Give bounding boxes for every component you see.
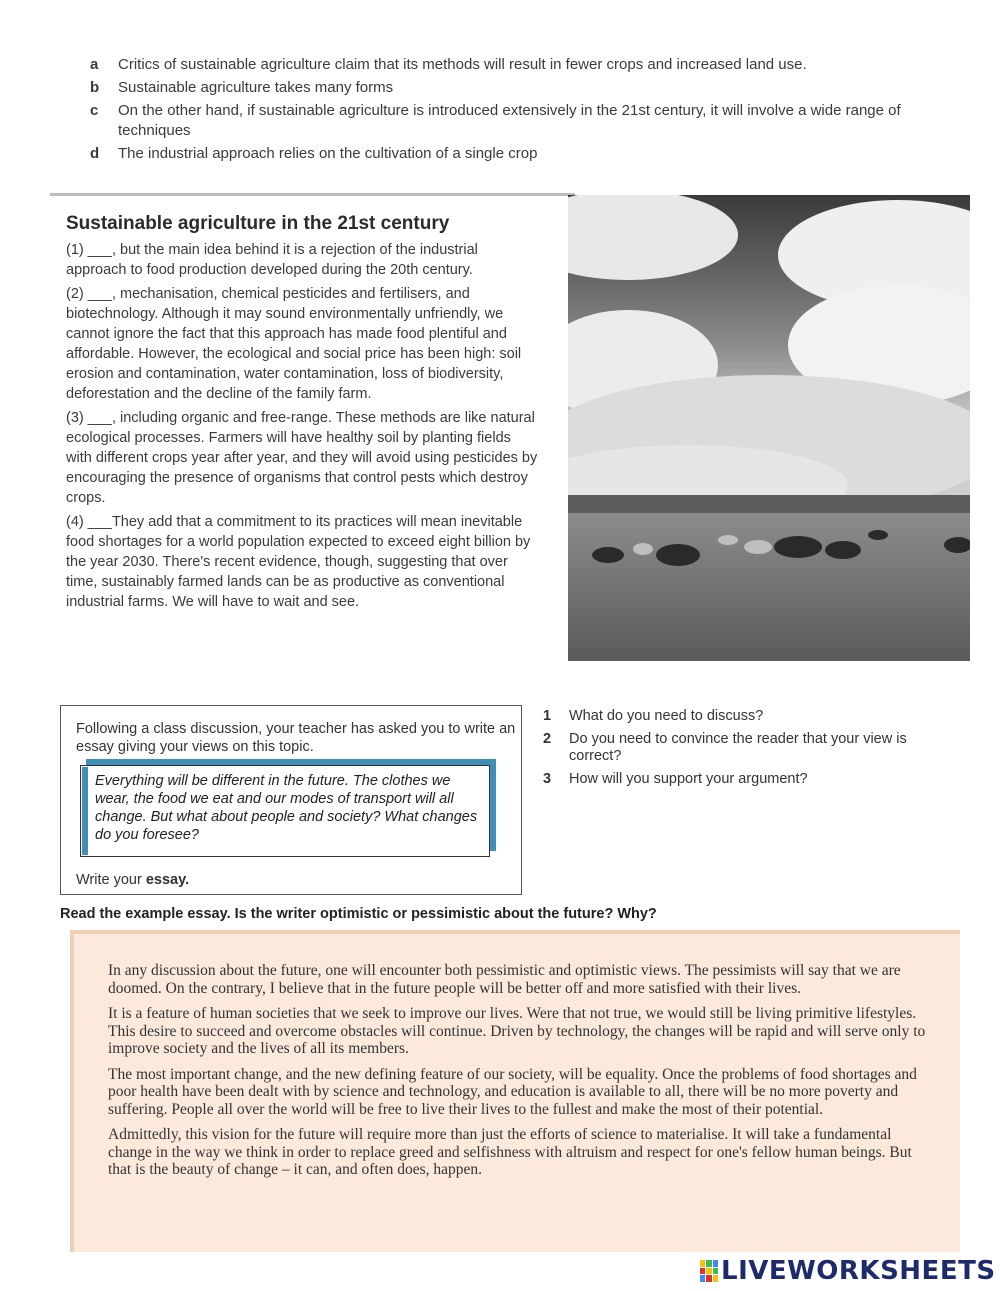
answer-options	[90, 55, 970, 167]
option-text: The industrial approach relies on the cultivation of a single crop	[118, 145, 538, 162]
question-text: What do you need to discuss?	[569, 708, 764, 724]
essay-border-top	[70, 930, 960, 934]
essay-paragraph-3: The most important change, and the new defining feature of our society, will be equality. Once the problems of food shortages and poor health have been dealt with by science and technology, and education is available to all, there will be no more poverty and suffering. People all over the world will be free to live their lives to the fullest and make the most of their potential.	[108, 1065, 917, 1118]
logo-icon	[700, 1260, 718, 1282]
logo-text: LIVEWORKSHEETS	[721, 1256, 996, 1286]
quote-text: Everything will be different in the future. The clothes we wear, the food we eat and our modes of transport will all change. But what about people and society? What changes do you foresee?	[95, 773, 478, 843]
question-text: Do you need to convince the reader that your view is correct?	[569, 731, 907, 764]
option-text: Critics of sustainable agriculture claim that its methods will result in fewer crops and increased land use.	[118, 56, 807, 73]
read-prompt: Read the example essay. Is the writer optimistic or pessimistic about the future? Why?	[60, 906, 657, 922]
question-3	[543, 771, 953, 788]
option-key: b	[90, 79, 100, 96]
option-key: c	[90, 102, 99, 119]
question-text: How will you support your argument?	[569, 771, 808, 787]
write-bold: essay.	[145, 872, 190, 888]
article	[66, 214, 538, 616]
option-key: d	[90, 145, 100, 162]
option-c	[90, 101, 970, 141]
essay-paragraph-1: In any discussion about the future, one will encounter both pessimistic and optimistic views. The pessimists will say that we are doomed. On the contrary, I believe that in the future people will be better off and more satisfied with their lives.	[108, 962, 901, 997]
option-key: a	[90, 56, 99, 73]
article-paragraph-3: (3) ___, including organic and free-range. These methods are like natural ecological processes. Farmers will have healthy soil by planting fields with different crops year after year, and they will avoid using pesticides by encouraging the presence of organisms that control pests which destroy crops.	[66, 410, 538, 506]
essay-border-left	[70, 930, 74, 1252]
essay-paragraph-4: Admittedly, this vision for the future will require more than just the efforts of science to materialise. It will take a fundamental change in the way we think in order to replace greed and selfishness with altruism and respect for one's fellow human beings. But that is the beauty of change – it can, and often does, happen.	[108, 1126, 912, 1178]
article-paragraph-2: (2) ___, mechanisation, chemical pesticides and fertilisers, and biotechnology. Although it may sound environmentally unfriendly, we cannot ignore the fact that this approach has made food plentiful and affordable. However, the ecological and social price has been high: soil erosion and contamination, water contamination, loss of biodiversity, deforestation and the decline of the family farm.	[66, 286, 522, 402]
question-number: 1	[543, 708, 552, 724]
liveworksheets-logo	[700, 1256, 996, 1286]
article-paragraph-1: (1) ___, but the main idea behind it is a rejection of the industrial approach to food production developed during the 20th century.	[66, 242, 478, 278]
questions-list	[543, 708, 953, 794]
question-1	[543, 708, 953, 725]
essay-paragraph-2: It is a feature of human societies that we seek to improve our lives. Were that not true, we would still be living primitive lifestyles. This desire to succeed and overcome obstacles will continue. Driven by technology, the changes will be rapid and will serve only to improve society and the lives of all its members.	[108, 1005, 926, 1057]
option-a	[90, 55, 970, 75]
divider	[50, 193, 575, 196]
write-instruction	[76, 872, 189, 888]
quote-bar	[82, 767, 88, 855]
farm-photo	[568, 195, 970, 661]
question-number: 2	[543, 731, 552, 747]
example-essay	[108, 962, 926, 1187]
task-intro: Following a class discussion, your teacher has asked you to write an essay giving your views on this topic.	[76, 721, 516, 755]
option-text: On the other hand, if sustainable agriculture is introduced extensively in the 21st century, it will involve a wide range of techniques	[118, 102, 901, 139]
write-prefix: Write your	[76, 872, 146, 888]
question-2	[543, 731, 953, 765]
option-d	[90, 144, 970, 164]
option-text: Sustainable agriculture takes many forms	[118, 79, 394, 96]
option-b	[90, 78, 970, 98]
article-title: Sustainable agriculture in the 21st century	[66, 213, 450, 234]
article-paragraph-4: (4) ___They add that a commitment to its practices will mean inevitable food shortages for a world population expected to exceed eight billion by the year 2030. There's recent evidence, though, suggesting that over time, sustainably farmed lands can be as productive as conventional industrial farms. We will have to wait and see.	[66, 514, 531, 610]
question-number: 3	[543, 771, 552, 787]
